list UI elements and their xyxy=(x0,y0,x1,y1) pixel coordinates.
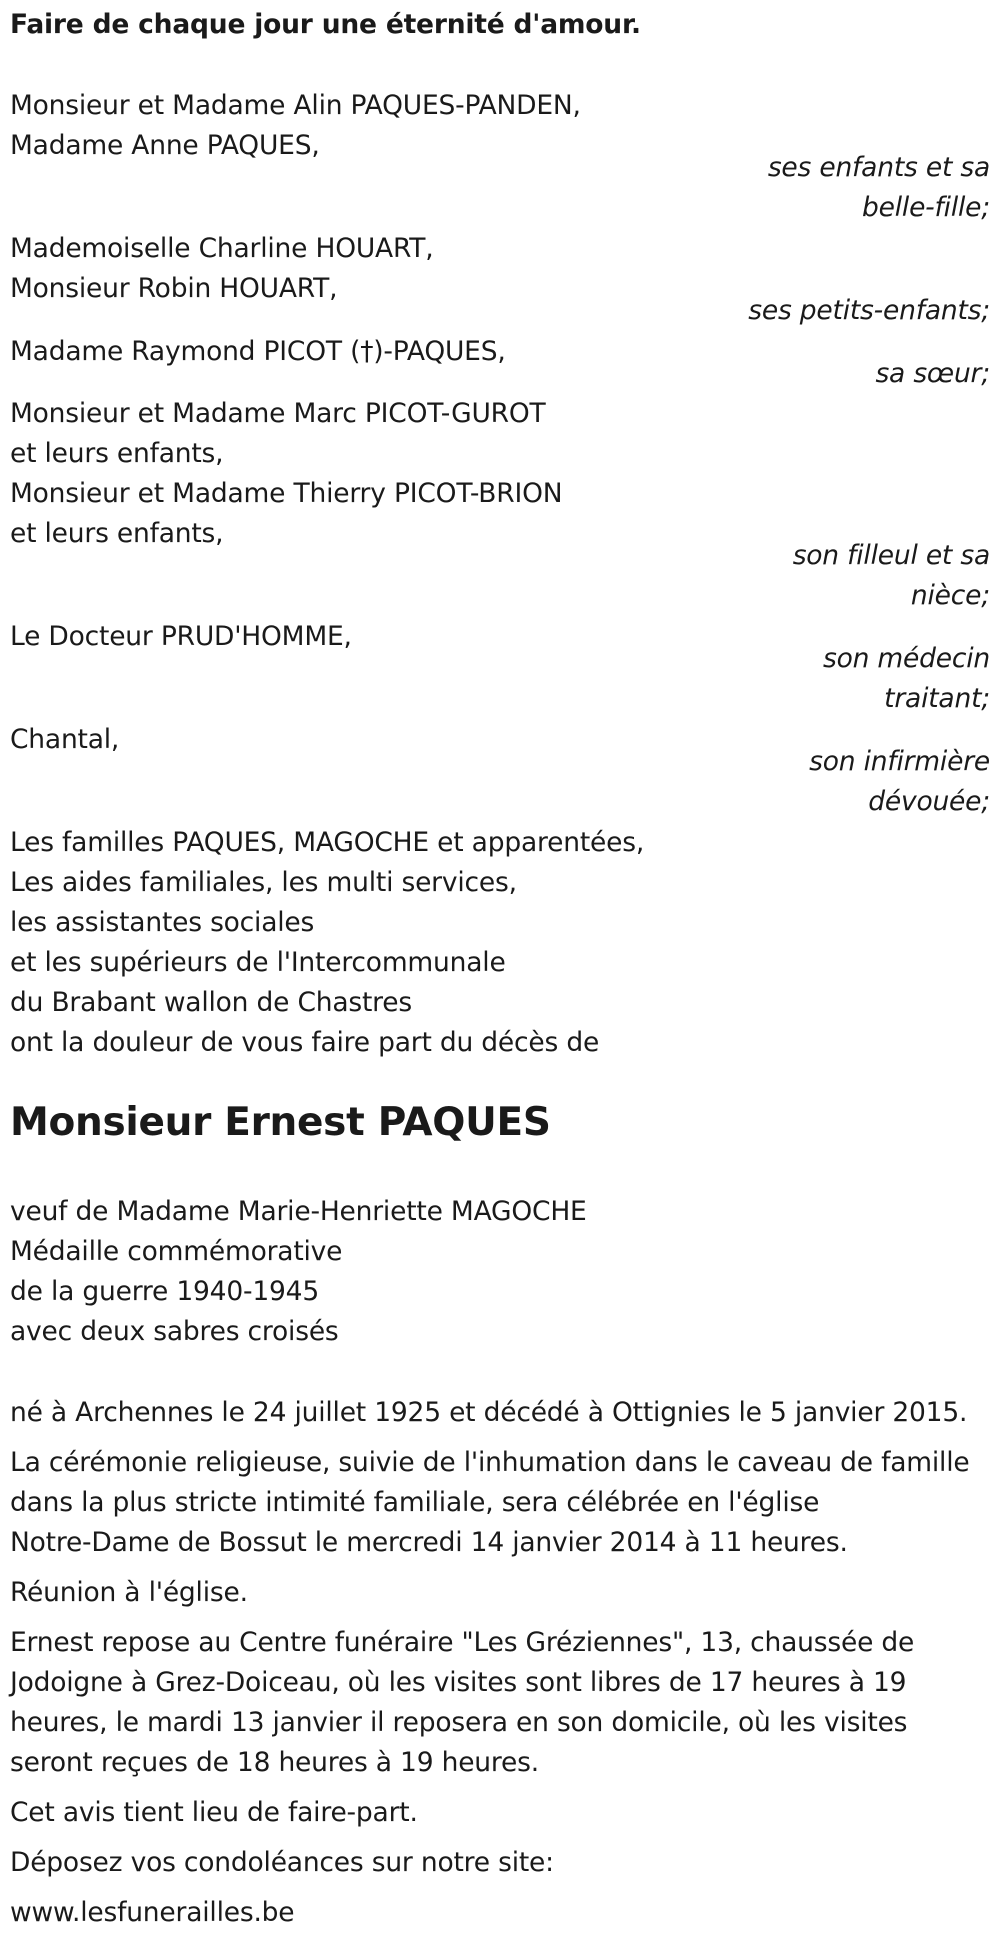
relation-label: ses petits-enfants; xyxy=(748,295,990,326)
deceased-name: Monsieur Ernest PAQUES xyxy=(10,1100,551,1145)
tagline: Faire de chaque jour une éternité d'amour. xyxy=(10,9,641,40)
deceased-detail: veuf de Madame Marie-Henriette MAGOCHE xyxy=(10,1196,587,1227)
family-line: et leurs enfants, xyxy=(10,518,224,549)
family-line: Monsieur et Madame Thierry PICOT-BRION xyxy=(10,478,563,509)
relation-label: ses enfants et sa xyxy=(767,152,990,183)
deceased-detail: avec deux sabres croisés xyxy=(10,1316,339,1347)
rest-line: seront reçues de 18 heures à 19 heures. xyxy=(10,1747,539,1778)
website-line xyxy=(10,1893,294,1933)
family-line: Les aides familiales, les multi services, xyxy=(10,867,517,898)
relation-label: traitant; xyxy=(884,683,990,714)
family-line: Mademoiselle Charline HOUART, xyxy=(10,233,434,264)
deceased-detail: Médaille commémorative xyxy=(10,1236,343,1267)
condolences-line: Déposez vos condoléances sur notre site: xyxy=(10,1847,554,1878)
rest-line: Ernest repose au Centre funéraire "Les Gréziennes", 13, chaussée de xyxy=(10,1627,915,1658)
family-line: Les familles PAQUES, MAGOCHE et apparentées, xyxy=(10,827,645,858)
relation-label: sa sœur; xyxy=(875,358,990,389)
family-line: et les supérieurs de l'Intercommunale xyxy=(10,947,506,978)
ceremony-line: dans la plus stricte intimité familiale, sera célébrée en l'église xyxy=(10,1487,820,1518)
relation-label: nièce; xyxy=(910,580,990,611)
ceremony-line: La cérémonie religieuse, suivie de l'inhumation dans le caveau de famille xyxy=(10,1447,970,1478)
family-line: les assistantes sociales xyxy=(10,907,315,938)
relation-label: son filleul et sa xyxy=(792,540,990,571)
rest-line: Jodoigne à Grez-Doiceau, où les visites sont libres de 17 heures à 19 xyxy=(10,1667,907,1698)
meeting-line: Réunion à l'église. xyxy=(10,1577,248,1608)
rest-line: heures, le mardi 13 janvier il reposera en son domicile, où les visites xyxy=(10,1707,908,1738)
notice-line: Cet avis tient lieu de faire-part. xyxy=(10,1797,418,1828)
family-line: Monsieur et Madame Marc PICOT-GUROT xyxy=(10,398,546,429)
birth-death-line: né à Archennes le 24 juillet 1925 et décédé à Ottignies le 5 janvier 2015. xyxy=(10,1397,968,1428)
ceremony-line: Notre-Dame de Bossut le mercredi 14 janvier 2014 à 11 heures. xyxy=(10,1527,848,1558)
family-line: ont la douleur de vous faire part du décès de xyxy=(10,1027,600,1058)
family-line: Madame Anne PAQUES, xyxy=(10,130,320,161)
family-line: Le Docteur PRUD'HOMME, xyxy=(10,621,352,652)
relation-label: belle-fille; xyxy=(862,192,990,223)
deceased-detail: de la guerre 1940-1945 xyxy=(10,1276,320,1307)
family-line: Chantal, xyxy=(10,724,120,755)
relation-label: son médecin xyxy=(822,643,990,674)
relation-label: dévouée; xyxy=(868,786,990,817)
family-line: Monsieur et Madame Alin PAQUES-PANDEN, xyxy=(10,90,581,121)
relation-label: son infirmière xyxy=(809,746,990,777)
website-link[interactable]: www.lesfunerailles.be xyxy=(10,1897,295,1928)
family-line: Madame Raymond PICOT (†)-PAQUES, xyxy=(10,336,506,367)
family-line: du Brabant wallon de Chastres xyxy=(10,987,412,1018)
family-line: et leurs enfants, xyxy=(10,438,224,469)
family-line: Monsieur Robin HOUART, xyxy=(10,273,338,304)
